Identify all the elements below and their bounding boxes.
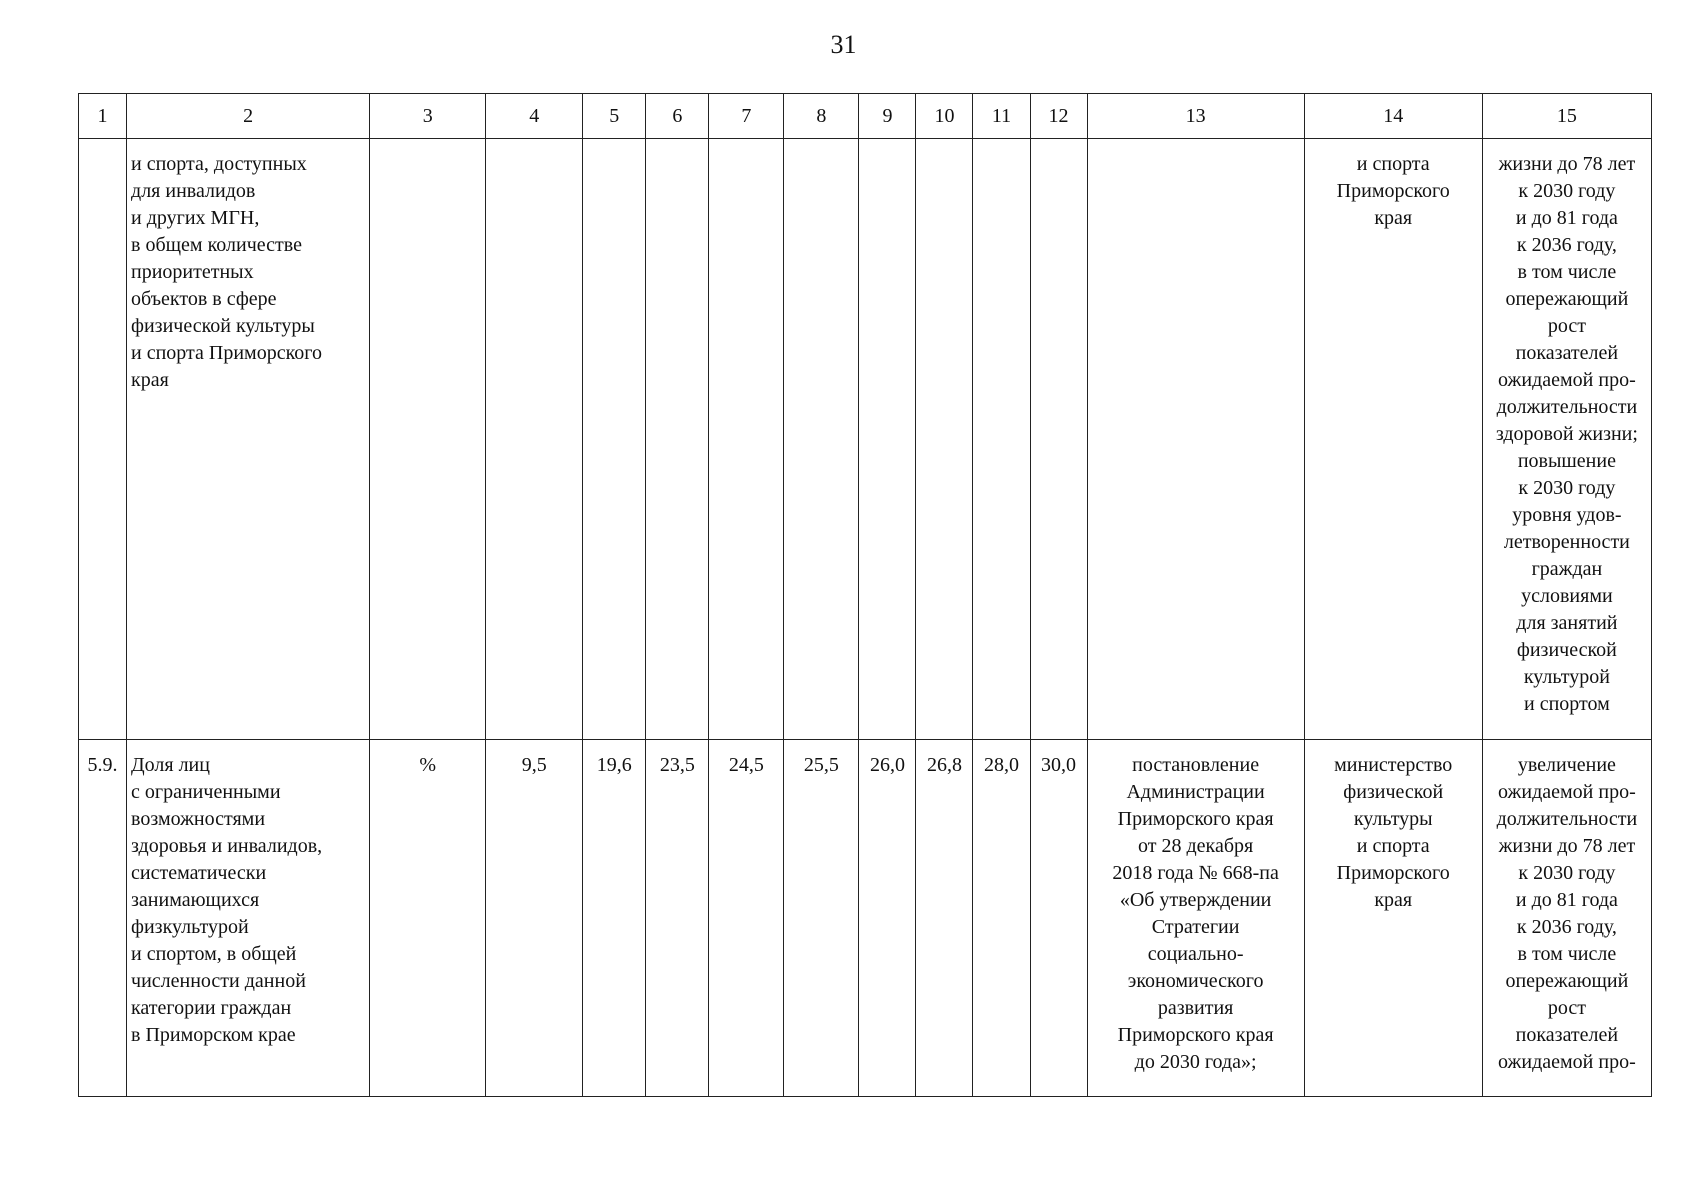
cell-indicator-name: Доля лиц с ограниченными возможностями здоровья и инвалидов, систематически занимающихся физкультурой и спортом, в общей численности данной категории граждан в Приморском крае — [127, 740, 370, 1097]
cell-value: 23,5 — [646, 740, 709, 1097]
cell-value — [646, 139, 709, 740]
table-header-row — [79, 94, 1652, 139]
cell-goal-link: жизни до 78 лет к 2030 году и до 81 года к 2036 году, в том числе опережающий рост показателей ожидаемой про- должительности здоровой жизни; повышение к 2030 году уровня удов- летворенности граждан условиями для занятий физической культурой и спортом — [1482, 139, 1651, 740]
cell-value — [1030, 139, 1087, 740]
cell-indicator-name: и спорта, доступных для инвалидов и других МГН, в общем количестве приоритетных объектов в сфере физической культуры и спорта Приморского края — [127, 139, 370, 740]
cell-unit: % — [370, 740, 486, 1097]
column-header: 3 — [370, 94, 486, 139]
cell-value: 26,8 — [916, 740, 973, 1097]
cell-value: 19,6 — [583, 740, 646, 1097]
column-header: 2 — [127, 94, 370, 139]
column-header: 5 — [583, 94, 646, 139]
table-row — [79, 740, 1652, 1097]
cell-number: 5.9. — [79, 740, 127, 1097]
cell-source-document: постановление Администрации Приморского края от 28 декабря 2018 года № 668-па «Об утверждении Стратегии социально- экономического развития Приморского края до 2030 года»; — [1087, 740, 1304, 1097]
table-row — [79, 139, 1652, 740]
cell-value: 26,0 — [859, 740, 916, 1097]
column-header: 8 — [784, 94, 859, 139]
cell-value: 28,0 — [973, 740, 1030, 1097]
column-header: 13 — [1087, 94, 1304, 139]
cell-unit — [370, 139, 486, 740]
column-header: 12 — [1030, 94, 1087, 139]
cell-value — [784, 139, 859, 740]
column-header: 14 — [1304, 94, 1482, 139]
cell-value: 24,5 — [709, 740, 784, 1097]
column-header: 10 — [916, 94, 973, 139]
cell-source-document — [1087, 139, 1304, 740]
column-header: 9 — [859, 94, 916, 139]
column-header: 15 — [1482, 94, 1651, 139]
cell-value: 30,0 — [1030, 740, 1087, 1097]
cell-goal-link: увеличение ожидаемой про- должительности жизни до 78 лет к 2030 году и до 81 года к 2036 году, в том числе опережающий рост показателей ожидаемой про- — [1482, 740, 1651, 1097]
indicators-table — [78, 93, 1652, 1097]
cell-responsible: министерство физической культуры и спорта Приморского края — [1304, 740, 1482, 1097]
cell-value — [709, 139, 784, 740]
cell-value — [486, 139, 583, 740]
cell-value — [916, 139, 973, 740]
cell-value: 9,5 — [486, 740, 583, 1097]
column-header: 4 — [486, 94, 583, 139]
cell-responsible: и спорта Приморского края — [1304, 139, 1482, 740]
column-header: 11 — [973, 94, 1030, 139]
page-number: 31 — [830, 30, 857, 59]
column-header: 7 — [709, 94, 784, 139]
cell-value — [859, 139, 916, 740]
cell-value: 25,5 — [784, 740, 859, 1097]
column-header: 1 — [79, 94, 127, 139]
cell-number — [79, 139, 127, 740]
cell-value — [973, 139, 1030, 740]
column-header: 6 — [646, 94, 709, 139]
cell-value — [583, 139, 646, 740]
